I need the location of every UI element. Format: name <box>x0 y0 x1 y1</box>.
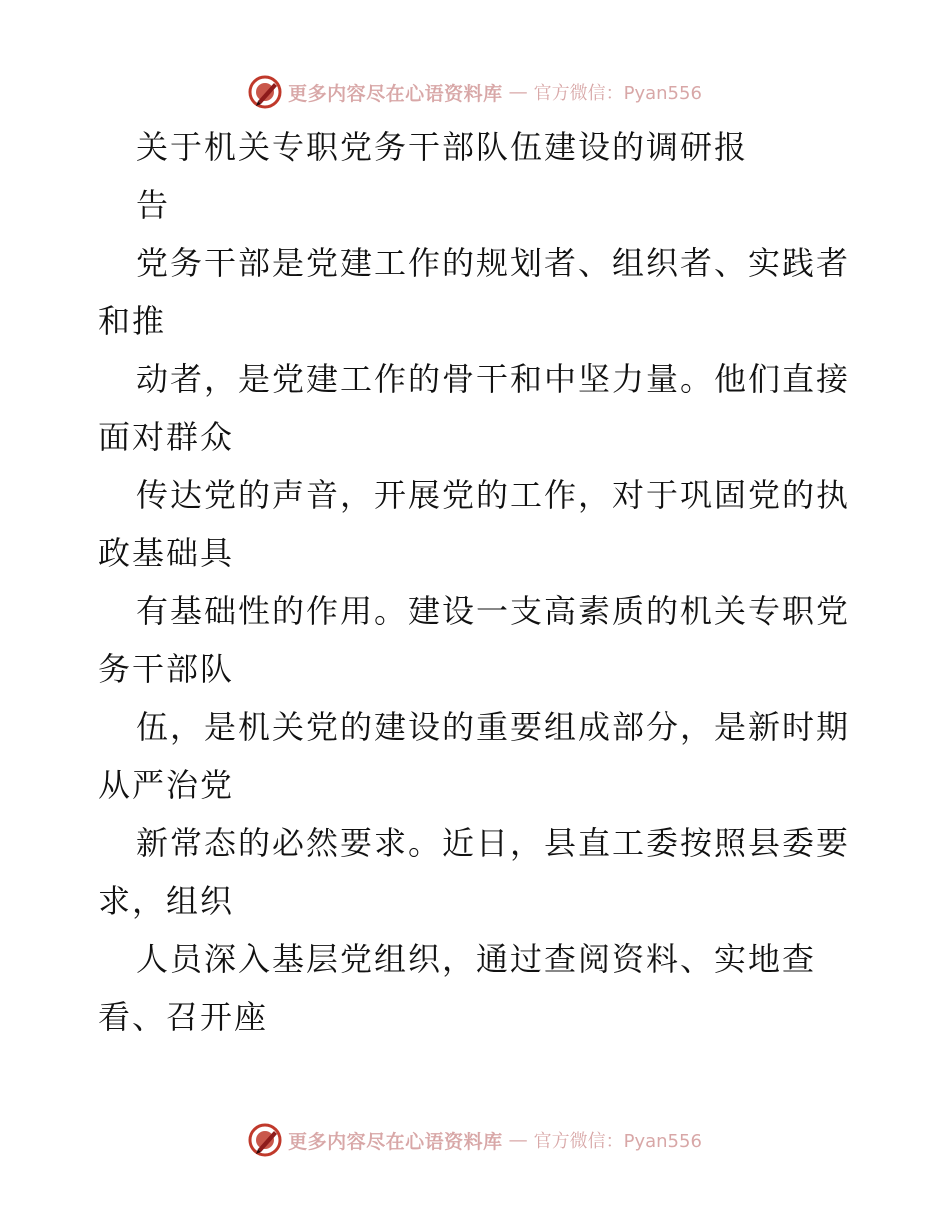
paragraph-line: 动者，是党建工作的骨干和中坚力量。他们直接 <box>136 360 851 398</box>
title-line-2: 告 <box>136 186 171 224</box>
paragraph-line: 人员深入基层党组织，通过查阅资料、实地查 <box>136 940 817 978</box>
watermark-official-text: 官方微信：Pyan556 <box>533 83 702 104</box>
watermark-brand-text: 更多内容尽在心语资料库 <box>288 82 503 105</box>
paragraph-line: 传达党的声音，开展党的工作，对于巩固党的执 <box>136 476 851 514</box>
pen-logo-icon <box>248 1123 282 1157</box>
paragraph-line: 新常态的必然要求。近日，县直工委按照县委要 <box>136 824 851 862</box>
watermark-dash: — <box>508 81 528 103</box>
paragraph-line: 求，组织 <box>98 882 235 920</box>
paragraph-line: 务干部队 <box>98 650 235 688</box>
paragraph-line: 看、召开座 <box>98 998 269 1036</box>
paragraph-line: 面对群众 <box>98 418 235 456</box>
pen-logo-icon <box>248 75 282 109</box>
paragraph-line: 和推 <box>98 302 167 340</box>
title-line-1: 关于机关专职党务干部队伍建设的调研报 <box>136 128 749 166</box>
paragraph-line: 从严治党 <box>98 766 235 804</box>
watermark-official-text: 官方微信：Pyan556 <box>533 1131 702 1152</box>
watermark-dash: — <box>508 1129 528 1151</box>
paragraph-line: 党务干部是党建工作的规划者、组织者、实践者 <box>136 244 851 282</box>
watermark-brand-text: 更多内容尽在心语资料库 <box>288 1130 503 1153</box>
footer-watermark <box>0 1120 950 1160</box>
paragraph-line: 政基础具 <box>98 534 235 572</box>
document-body <box>98 118 858 1046</box>
paragraph-line: 有基础性的作用。建设一支高素质的机关专职党 <box>136 592 851 630</box>
header-watermark <box>0 72 950 112</box>
paragraph-line: 伍，是机关党的建设的重要组成部分，是新时期 <box>136 708 851 746</box>
